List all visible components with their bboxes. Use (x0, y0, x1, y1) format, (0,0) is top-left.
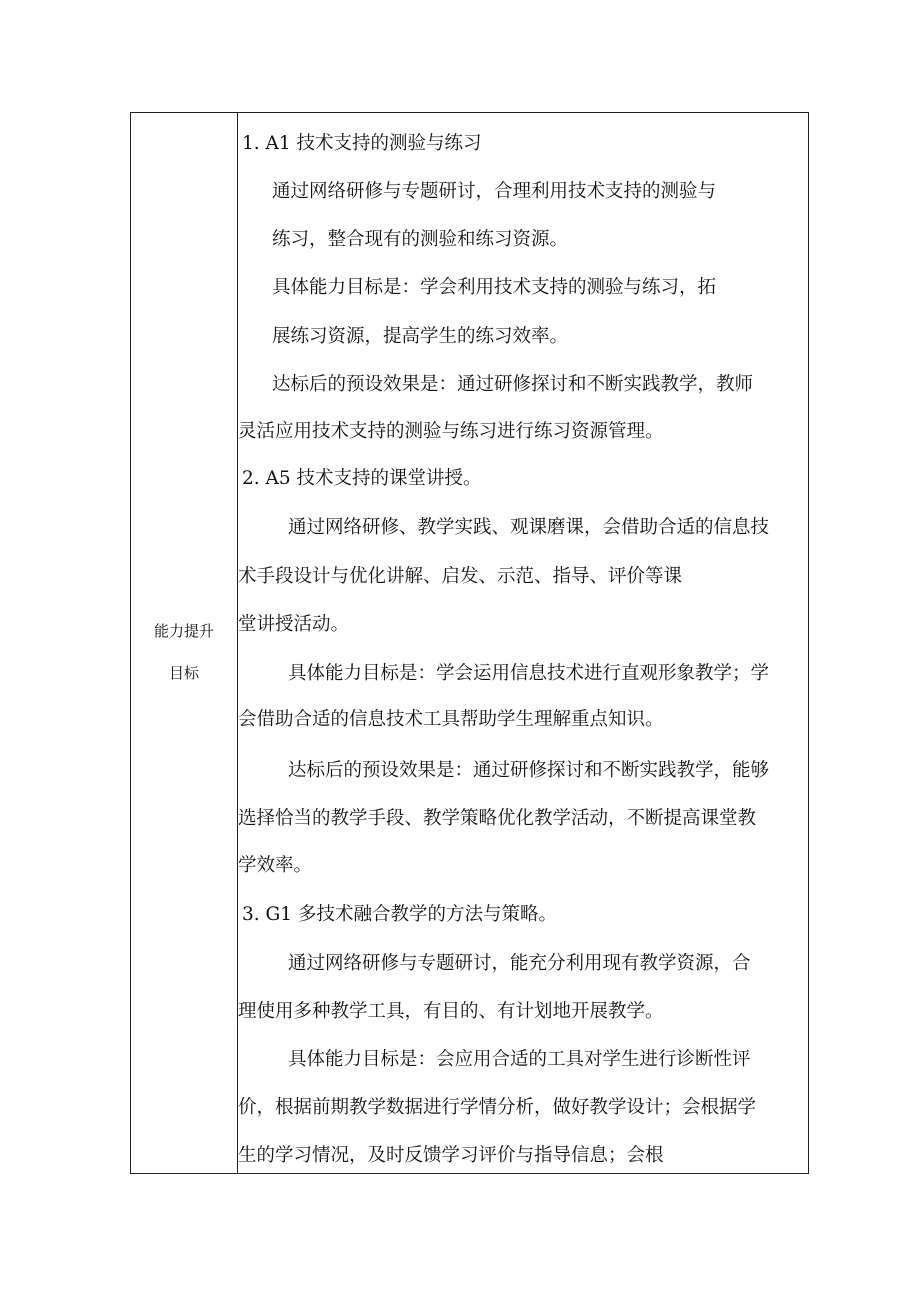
paragraph-line: 具体能力目标是：学会利用技术支持的测验与练习，拓 (272, 277, 717, 298)
paragraph-line: 通过网络研修与专题研讨，能充分利用现有教学资源，合 (288, 953, 751, 974)
paragraph-line: 选择恰当的教学手段、教学策略优化教学活动，不断提高课堂教 (238, 808, 757, 829)
paragraph-line: 达标后的预设效果是：通过研修探讨和不断实践教学，能够 (288, 760, 770, 781)
content-cell (238, 113, 808, 1173)
paragraph-line: 达标后的预设效果是：通过研修探讨和不断实践教学，教师 (272, 374, 754, 395)
heading-g1: 3. G1 多技术融合教学的方法与策略。 (242, 904, 557, 925)
paragraph-line: 学效率。 (238, 855, 313, 876)
paragraph-line: 具体能力目标是：学会运用信息技术进行直观形象教学；学 (288, 663, 770, 684)
paragraph-line: 术手段设计与优化讲解、启发、示范、指导、评价等课 (238, 566, 683, 587)
paragraph-line: 生的学习情况，及时反馈学习评价与指导信息；会根 (238, 1145, 664, 1166)
label-cell (131, 113, 237, 1173)
paragraph-line: 通过网络研修、教学实践、观课磨课，会借助合适的信息技 (288, 517, 770, 538)
paragraph-line: 具体能力目标是：会应用合适的工具对学生进行诊断性评 (288, 1049, 751, 1070)
paragraph-line: 灵活应用技术支持的测验与练习进行练习资源管理。 (238, 421, 664, 442)
paragraph-line: 通过网络研修与专题研讨，合理利用技术支持的测验与 (272, 181, 717, 202)
goal-table (130, 112, 809, 1174)
paragraph-line: 价，根据前期教学数据进行学情分析，做好教学设计；会根据学 (238, 1097, 757, 1118)
label-line-1: 能力提升 (153, 622, 214, 640)
paragraph-line: 会借助合适的信息技术工具帮助学生理解重点知识。 (238, 709, 664, 730)
paragraph-line: 理使用多种教学工具，有目的、有计划地开展教学。 (238, 1001, 664, 1022)
heading-a5: 2. A5 技术支持的课堂讲授。 (242, 468, 482, 489)
heading-a1: 1. A1 技术支持的测验与练习 (242, 133, 482, 154)
paragraph-line: 练习，整合现有的测验和练习资源。 (272, 229, 569, 250)
paragraph-line: 堂讲授活动。 (238, 614, 350, 635)
label-line-2: 目标 (168, 664, 199, 682)
paragraph-line: 展练习资源，提高学生的练习效率。 (272, 326, 569, 347)
